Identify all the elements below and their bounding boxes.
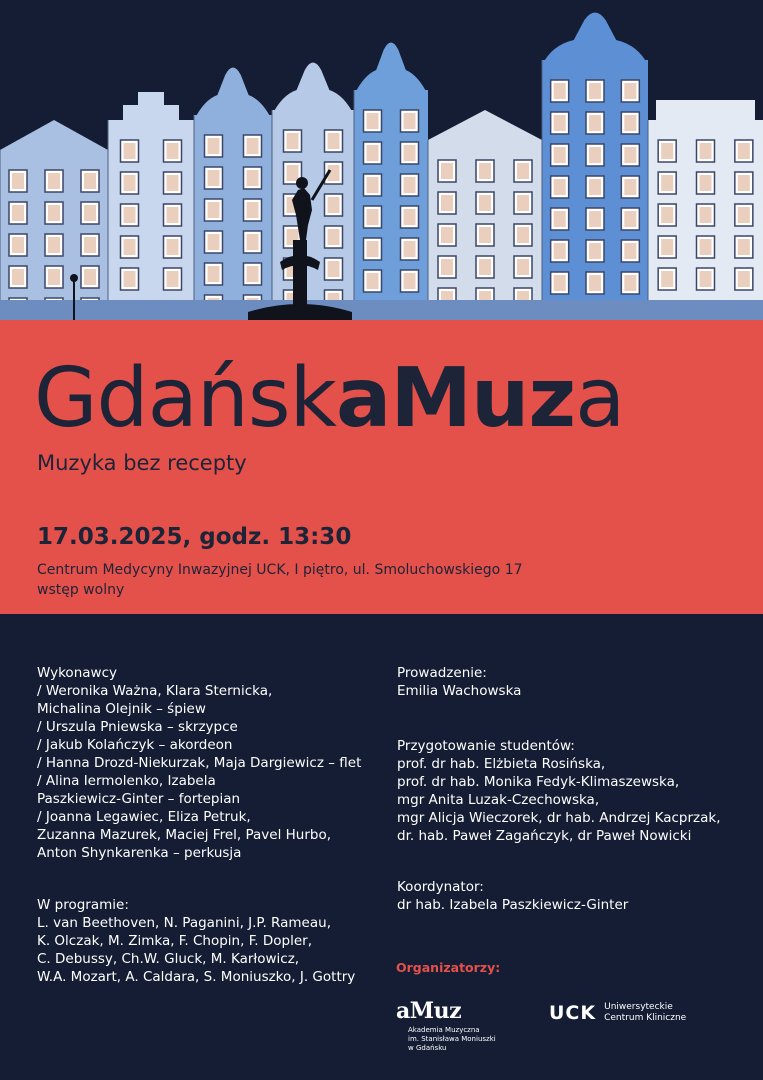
house-gable [108, 92, 194, 120]
title-band [0, 320, 763, 614]
window-glow [738, 143, 750, 159]
text-line: w Gdańsku [408, 1044, 447, 1052]
window-glow [208, 138, 220, 154]
window-glow [167, 175, 179, 191]
window-glow [517, 259, 529, 275]
uck-logo: UCK [549, 1002, 597, 1024]
window-glow [589, 83, 601, 99]
window-glow [589, 275, 601, 291]
window-glow [404, 209, 416, 225]
text-line: prof. dr hab. Elżbieta Rosińska, [397, 756, 606, 772]
house-gable [354, 43, 428, 96]
text-line: dr. hab. Paweł Zagańczyk, dr Paweł Nowicki [397, 828, 692, 844]
window-glow [624, 243, 636, 259]
window-glow [124, 143, 136, 159]
window-glow [287, 165, 299, 181]
window-glow [479, 259, 491, 275]
window-glow [404, 241, 416, 257]
window-glow [48, 205, 60, 221]
preparation-heading: Przygotowanie studentów: [397, 738, 575, 754]
window-glow [124, 271, 136, 287]
window-glow [738, 207, 750, 223]
coordinator-list [397, 896, 628, 914]
text-line: C. Debussy, Ch.W. Gluck, M. Karłowicz, [37, 951, 300, 967]
preparation-list [397, 755, 721, 845]
window-glow [124, 207, 136, 223]
window-glow [441, 259, 453, 275]
amuz-logo: aMuz [396, 998, 462, 1024]
window-glow [589, 115, 601, 131]
window-glow [367, 241, 379, 257]
amuz-logo-block [396, 1000, 496, 1053]
window-glow [554, 275, 566, 291]
window-glow [367, 113, 379, 129]
window-glow [589, 179, 601, 195]
text-line: Zuzanna Mazurek, Maciej Frel, Pavel Hurbo, [37, 827, 332, 843]
window-glow [328, 133, 340, 149]
house-gable [428, 110, 542, 140]
uck-institution-name [604, 1002, 686, 1024]
window-glow [287, 133, 299, 149]
window-glow [404, 273, 416, 289]
window-glow [554, 115, 566, 131]
host-list [397, 682, 521, 700]
house-gable [272, 63, 354, 116]
window-glow [700, 143, 712, 159]
window-glow [661, 175, 673, 191]
window-glow [624, 211, 636, 227]
window-glow [12, 269, 24, 285]
window-glow [12, 205, 24, 221]
event-subtitle: Muzyka bez recepty [37, 451, 247, 475]
window-glow [589, 147, 601, 163]
window-glow [700, 271, 712, 287]
event-admission: wstęp wolny [37, 582, 125, 598]
preparation-section [397, 737, 721, 845]
window-glow [738, 271, 750, 287]
window-glow [554, 147, 566, 163]
townhouses-illustration [0, 0, 763, 320]
window-glow [479, 227, 491, 243]
text-line: W.A. Mozart, A. Caldara, S. Moniuszko, J. Gottry [37, 969, 356, 985]
window-glow [661, 207, 673, 223]
window-glow [167, 239, 179, 255]
window-glow [404, 177, 416, 193]
window-glow [167, 207, 179, 223]
window-glow [84, 237, 96, 253]
performers-list [37, 682, 361, 862]
text-line: Anton Shynkarenka – perkusja [37, 845, 242, 861]
text-line: / Urszula Pniewska – skrzypce [37, 719, 238, 735]
window-glow [208, 234, 220, 250]
text-line: / Weronika Ważna, Klara Sternicka, [37, 683, 273, 699]
window-glow [167, 271, 179, 287]
title-part-a: a [575, 351, 625, 446]
window-glow [554, 211, 566, 227]
window-glow [554, 83, 566, 99]
window-glow [247, 170, 259, 186]
window-glow [328, 261, 340, 277]
window-glow [247, 266, 259, 282]
coordinator-heading: Koordynator: [397, 879, 484, 895]
text-line: Uniwersyteckie [604, 1002, 673, 1012]
window-glow [624, 83, 636, 99]
text-line: Paszkiewicz-Ginter – fortepian [37, 791, 241, 807]
window-glow [554, 243, 566, 259]
window-glow [479, 163, 491, 179]
window-glow [208, 202, 220, 218]
window-glow [700, 207, 712, 223]
window-glow [700, 239, 712, 255]
window-glow [12, 237, 24, 253]
house-gable [0, 120, 108, 150]
performers-heading: Wykonawcy [37, 665, 117, 681]
window-glow [441, 163, 453, 179]
text-line: im. Stanisława Moniuszki [408, 1035, 496, 1043]
window-glow [661, 271, 673, 287]
window-glow [84, 205, 96, 221]
window-glow [12, 173, 24, 189]
street-lamp-head [70, 274, 78, 282]
text-line: / Alina Iermolenko, Izabela [37, 773, 216, 789]
street-base [0, 300, 763, 320]
window-glow [404, 145, 416, 161]
window-glow [208, 170, 220, 186]
text-line: K. Olczak, M. Zimka, F. Chopin, F. Dopler, [37, 933, 312, 949]
window-glow [48, 173, 60, 189]
window-glow [589, 211, 601, 227]
performers-section [37, 664, 361, 862]
window-glow [328, 229, 340, 245]
text-line: L. van Beethoven, N. Paganini, J.P. Rameau, [37, 915, 331, 931]
window-glow [554, 179, 566, 195]
window-glow [367, 177, 379, 193]
text-line: / Jakub Kolańczyk – akordeon [37, 737, 233, 753]
window-glow [517, 163, 529, 179]
window-glow [208, 266, 220, 282]
window-glow [479, 195, 491, 211]
program-section [37, 896, 355, 986]
window-glow [738, 239, 750, 255]
house-gable [194, 68, 272, 121]
hero-townhouses-image [0, 0, 763, 320]
title-part-amuz: aMuz [336, 351, 576, 446]
text-line: prof. dr hab. Monika Fedyk-Klimaszewska, [397, 774, 680, 790]
window-glow [48, 269, 60, 285]
event-date-time: 17.03.2025, godz. 13:30 [37, 524, 352, 550]
program-list [37, 914, 355, 986]
text-line: mgr Anita Luzak-Czechowska, [397, 792, 600, 808]
text-line: mgr Alicja Wieczorek, dr hab. Andrzej Kacprzak, [397, 810, 721, 826]
text-line: dr hab. Izabela Paszkiewicz-Ginter [397, 897, 629, 913]
window-glow [517, 195, 529, 211]
title-part-gdansk: Gdańsk [34, 351, 337, 446]
window-glow [661, 239, 673, 255]
window-glow [624, 115, 636, 131]
window-glow [247, 202, 259, 218]
window-glow [167, 143, 179, 159]
window-glow [624, 179, 636, 195]
house-gable [542, 13, 648, 66]
event-venue-block [37, 560, 523, 600]
window-glow [328, 197, 340, 213]
window-glow [589, 243, 601, 259]
window-glow [247, 138, 259, 154]
event-venue: Centrum Medycyny Inwazyjnej UCK, I piętro, ul. Smoluchowskiego 17 [37, 562, 523, 578]
text-line: Emilia Wachowska [397, 683, 522, 699]
window-glow [624, 275, 636, 291]
window-glow [367, 145, 379, 161]
text-line: / Hanna Drozd-Niekurzak, Maja Dargiewicz – flet [37, 755, 362, 771]
window-glow [404, 113, 416, 129]
host-heading: Prowadzenie: [397, 665, 487, 681]
text-line: / Joanna Legawiec, Eliza Petruk, [37, 809, 251, 825]
window-glow [124, 239, 136, 255]
event-title [34, 351, 625, 446]
text-line: Centrum Kliniczne [604, 1013, 687, 1023]
window-glow [661, 143, 673, 159]
window-glow [367, 273, 379, 289]
window-glow [124, 175, 136, 191]
uck-logo-block [549, 1002, 686, 1024]
window-glow [738, 175, 750, 191]
window-glow [517, 227, 529, 243]
window-glow [84, 173, 96, 189]
window-glow [247, 234, 259, 250]
window-glow [441, 195, 453, 211]
text-line: Michalina Olejnik – śpiew [37, 701, 206, 717]
window-glow [48, 237, 60, 253]
fountain-column [293, 240, 307, 312]
text-line: Akademia Muzyczna [408, 1026, 480, 1034]
organizers-label: Organizatorzy: [396, 960, 501, 975]
program-heading: W programie: [37, 897, 129, 913]
amuz-institution-name [408, 1026, 496, 1053]
coordinator-section [397, 878, 628, 914]
window-glow [700, 175, 712, 191]
window-glow [84, 269, 96, 285]
window-glow [367, 209, 379, 225]
window-glow [441, 227, 453, 243]
host-section [397, 664, 521, 700]
window-glow [624, 147, 636, 163]
neptune-head [296, 177, 308, 189]
